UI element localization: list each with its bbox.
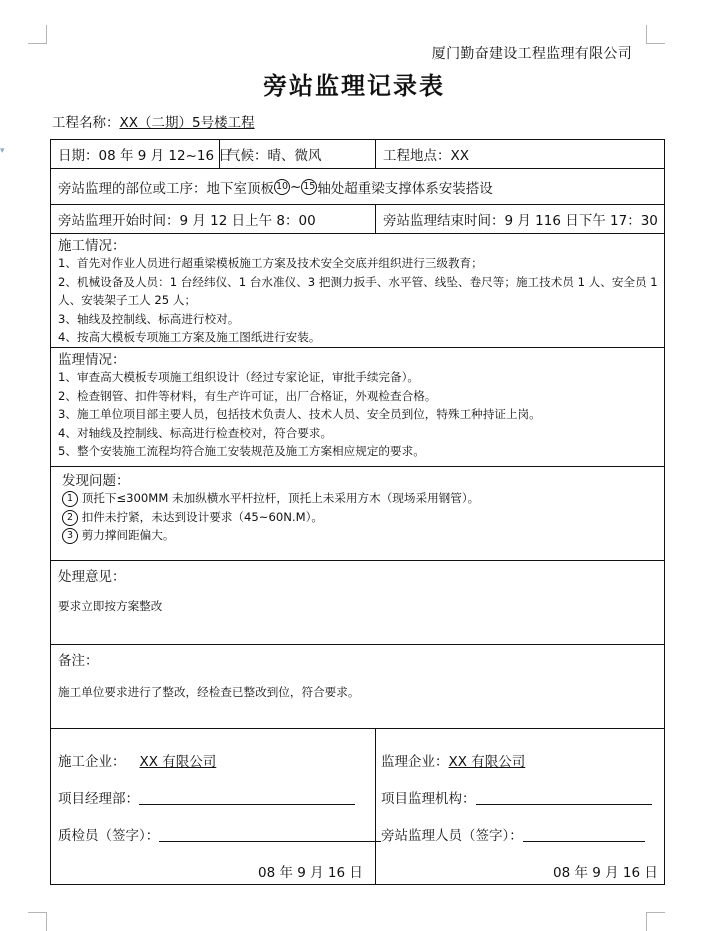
builder-inspector — [58, 824, 381, 844]
project-line — [52, 111, 255, 131]
issue-item — [58, 526, 658, 545]
project-label: 工程名称： — [52, 115, 120, 131]
builder-manager-label: 项目经理部： — [58, 791, 139, 807]
page-corner-mark — [646, 25, 665, 44]
issue-text: 扣件未拧紧，未达到设计要求（45~60N.M）。 — [81, 509, 323, 524]
construction-line: 3、轴线及控制线、标高进行校对。 — [58, 311, 240, 326]
issue-number: 2 — [62, 510, 78, 526]
construction-line: 4、按高大模板专项施工方案及施工图纸进行安装。 — [58, 330, 321, 344]
opinion-text: 要求立即按方案整改 — [58, 599, 163, 613]
construction-line: 1、首先对作业人员进行超重梁模板施工方案及技术安全交底并组织进行三级教育； — [58, 256, 483, 270]
supervision-line: 5、整个安装施工流程均符合施工安装规范及施工方案相应规定的要求。 — [58, 444, 425, 458]
supervision-heading: 监理情况： — [58, 352, 126, 368]
issue-text: 剪力撑间距偏大。 — [81, 528, 175, 542]
page-corner-mark — [28, 912, 47, 931]
supervisor-company-label: 监理企业： — [381, 754, 449, 770]
construction-section — [51, 233, 664, 347]
issues-section — [51, 466, 664, 560]
supervision-section — [51, 347, 664, 466]
builder-company-value: XX 有限公司 — [139, 754, 217, 770]
supervision-line: 3、施工单位项目部主要人员，包括技术负责人、技术人员、安全员到位，特殊工种持证上岗。 — [58, 407, 541, 421]
axis-to: 15 — [301, 179, 317, 195]
construction-heading: 施工情况： — [58, 238, 126, 254]
builder-manager-field[interactable] — [139, 790, 355, 805]
remarks-text: 施工单位要求进行了整改，经检查已整改到位，符合要求。 — [58, 685, 360, 699]
supervisor-staff — [381, 824, 645, 844]
page-corner-mark — [646, 912, 665, 931]
builder-inspector-label: 质检员（签字）： — [58, 828, 160, 844]
supervisor-org — [381, 787, 652, 807]
supervisor-company-value: XX 有限公司 — [448, 754, 526, 770]
project-name: XX（二期）5号楼工程 — [119, 115, 255, 131]
builder-manager — [58, 787, 355, 807]
weather-cell: 气候：晴、微风 — [219, 140, 375, 168]
end-time-cell: 旁站监理结束时间：9 月 116 日下午 17：30 — [375, 205, 664, 233]
record-table — [50, 139, 665, 885]
position-row — [51, 168, 664, 204]
time-row — [51, 204, 664, 233]
supervisor-date: 08 年 9 月 16 日 — [553, 865, 658, 881]
issues-heading: 发现问题： — [62, 473, 130, 489]
signature-section — [51, 728, 664, 884]
supervision-line: 4、对轴线及控制线、标高进行检查校对，符合要求。 — [58, 425, 333, 440]
issue-item — [58, 508, 658, 527]
remarks-section — [51, 644, 664, 728]
page-title: 旁站监理记录表 — [263, 71, 445, 100]
supervisor-org-field[interactable] — [476, 790, 652, 805]
opinion-section — [51, 560, 664, 644]
supervisor-company — [381, 750, 525, 770]
builder-company — [58, 750, 224, 770]
issue-text: 顶托下≤300MM 未加纵横水平杆拉杆，顶托上未采用方木（现场采用钢管）。 — [81, 491, 480, 505]
axis-separator: ~ — [290, 178, 302, 195]
issue-item — [58, 489, 658, 508]
builder-inspector-signature[interactable] — [159, 827, 381, 842]
position-prefix: 旁站监理的部位或工序：地下室顶板 — [58, 180, 274, 197]
remarks-heading: 备注： — [58, 653, 99, 669]
start-time-cell: 旁站监理开始时间：9 月 12 日上午 8：00 — [58, 213, 316, 229]
supervisor-org-label: 项目监理机构： — [381, 791, 476, 807]
builder-date: 08 年 9 月 16 日 — [258, 865, 363, 881]
signature-divider — [375, 729, 376, 884]
date-cell: 日期：08 年 9 月 12~16 日 — [58, 148, 232, 164]
construction-line: 2、机械设备及人员：1 台经纬仪、1 台水准仪、3 把测力扳手、水平管、线坠、卷尺等；施工技术员 1 人、安全员 1 人、安装架子工人 25 人； — [58, 274, 658, 307]
supervision-line: 1、审查高大模板专项施工组织设计（经过专家论证，审批手续完备）。 — [58, 370, 419, 384]
opinion-heading: 处理意见： — [58, 569, 126, 585]
page-corner-mark — [28, 25, 47, 44]
issue-number: 3 — [62, 528, 78, 544]
position-cell — [51, 169, 664, 204]
supervisor-staff-signature[interactable] — [523, 827, 645, 842]
supervision-line: 2、检查钢管、扣件等材料，有生产许可证，出厂合格证，外观检查合格。 — [58, 388, 437, 403]
position-suffix: 轴处超重梁支撑体系安装搭设 — [317, 180, 493, 197]
supervisor-staff-label: 旁站监理人员（签字）： — [381, 828, 523, 844]
margin-marker-icon: ▾ — [0, 146, 5, 156]
location-cell: 工程地点：XX — [375, 140, 664, 168]
issue-number: 1 — [62, 491, 78, 507]
company-name: 厦门勤奋建设工程监理有限公司 — [431, 46, 632, 62]
axis-from: 10 — [274, 179, 290, 195]
info-row — [51, 140, 664, 168]
builder-company-label: 施工企业： — [58, 754, 126, 770]
